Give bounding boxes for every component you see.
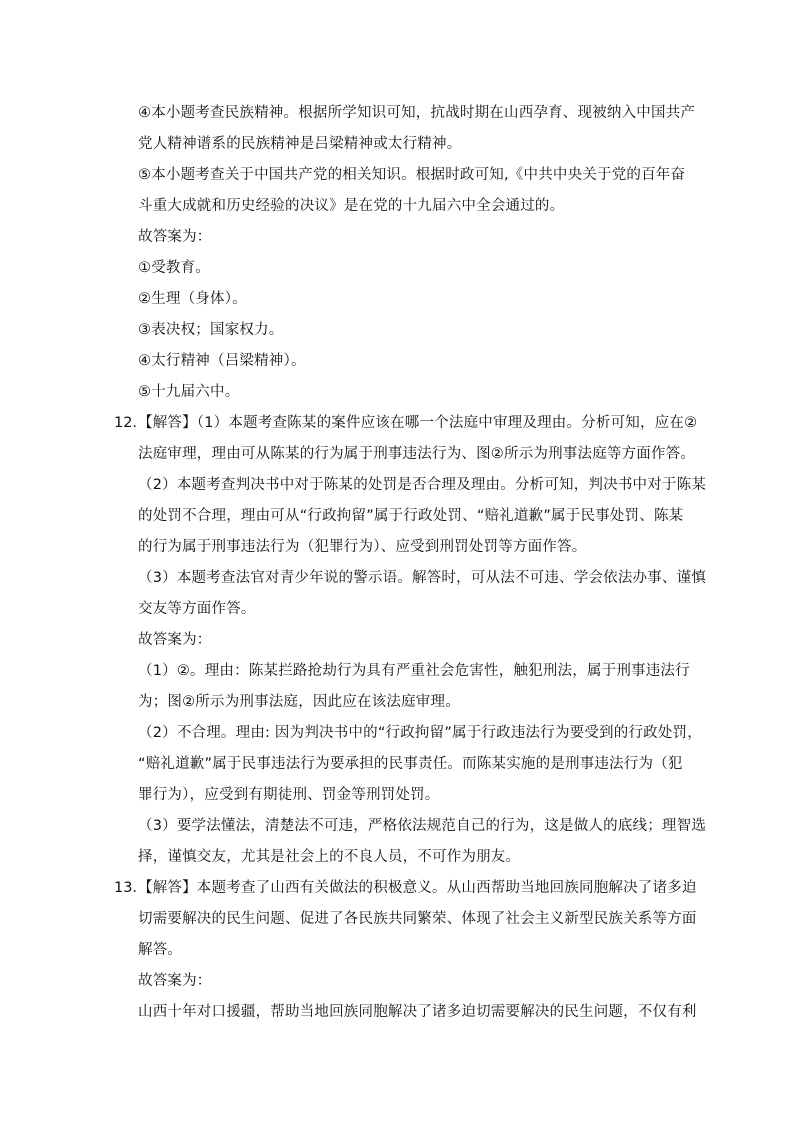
text-line: 故答案为： — [138, 632, 212, 648]
text-line: 解答。 — [138, 942, 183, 958]
text-line: 择，谨慎交友，尤其是社会上的不良人员，不可作为朋友。 — [138, 849, 521, 865]
text-line: （3）本题考查法官对青少年说的警示语。解答时，可从法不可违、学会依法办事、谨慎 — [138, 570, 707, 586]
text-line: ⑤本小题考查关于中国共产党的相关知识。根据时政可知,《中共中央关于党的百年奋 — [138, 167, 686, 183]
text-line: （2）不合理。理由: 因为判决书中的“行政拘留”属于行政违法行为要受到的行政处罚， — [138, 725, 702, 741]
text-line: ④太行精神（吕梁精神）。 — [138, 353, 306, 369]
text-line: 罪行为），应受到有期徒刑、罚金等刑罚处罚。 — [138, 787, 440, 803]
text-line: 为；图②所示为刑事法庭，因此应在该法庭审理。 — [138, 694, 460, 710]
text-line: 交友等方面作答。 — [138, 601, 256, 617]
question-number: 13． — [114, 880, 147, 896]
text-line: 山西十年对口援疆，帮助当地回族同胞解决了诸多迫切需要解决的民生问题，不仅有利 — [138, 1004, 697, 1020]
question-number: 12． — [114, 415, 147, 431]
text-line: ②生理（身体）。 — [138, 291, 247, 307]
text-line: 党人精神谱系的民族精神是吕梁精神或太行精神。 — [138, 136, 462, 152]
text-line: ③表决权；国家权力。 — [138, 322, 284, 338]
text-line: （2）本题考查判决书中对于陈某的处罚是否合理及理由。分析可知，判决书中对于陈某 — [138, 477, 707, 493]
text-line: 故答案为： — [138, 973, 212, 989]
text-line: “赔礼道歉”属于民事违法行为要承担的民事责任。而陈某实施的是刑事违法行为（犯 — [138, 756, 683, 772]
text-line: ①受教育。 — [138, 260, 210, 276]
text-line: 的行为属于刑事违法行为（犯罪行为）、应受到刑罚处罚等方面作答。 — [138, 539, 587, 555]
text-line: 【解答】（1）本题考查陈某的案件应该在哪一个法庭中审理及理由。分析可知，应在② — [138, 415, 698, 431]
text-line: ④本小题考查民族精神。根据所学知识可知，抗战时期在山西孕育、现被纳入中国共产 — [138, 105, 696, 121]
text-line: 的处罚不合理，理由可从“行政拘留”属于行政处罚、“赔礼道歉”属于民事处罚、陈某 — [138, 508, 684, 524]
text-line: ⑤十九届六中。 — [138, 384, 240, 400]
text-line: 法庭审理，理由可从陈某的行为属于刑事违法行为、图②所示为刑事法庭等方面作答。 — [138, 446, 696, 462]
text-line: （1）②。理由：陈某拦路抢劫行为具有严重社会危害性，触犯刑法，属于刑事违法行 — [138, 663, 690, 679]
text-line: 斗重大成就和历史经验的决议》是在党的十九届六中全会通过的。 — [138, 198, 565, 214]
text-line: 切需要解决的民生问题、促进了各民族共同繁荣、体现了社会主义新型民族关系等方面 — [138, 911, 697, 927]
text-line: （3）要学法懂法，清楚法不可违，严格依法规范自己的行为，这是做人的底线；理智选 — [138, 818, 707, 834]
text-line: 故答案为： — [138, 229, 212, 245]
text-line: 【解答】本题考查了山西有关做法的积极意义。从山西帮助当地回族同胞解决了诸多迫 — [138, 880, 697, 896]
